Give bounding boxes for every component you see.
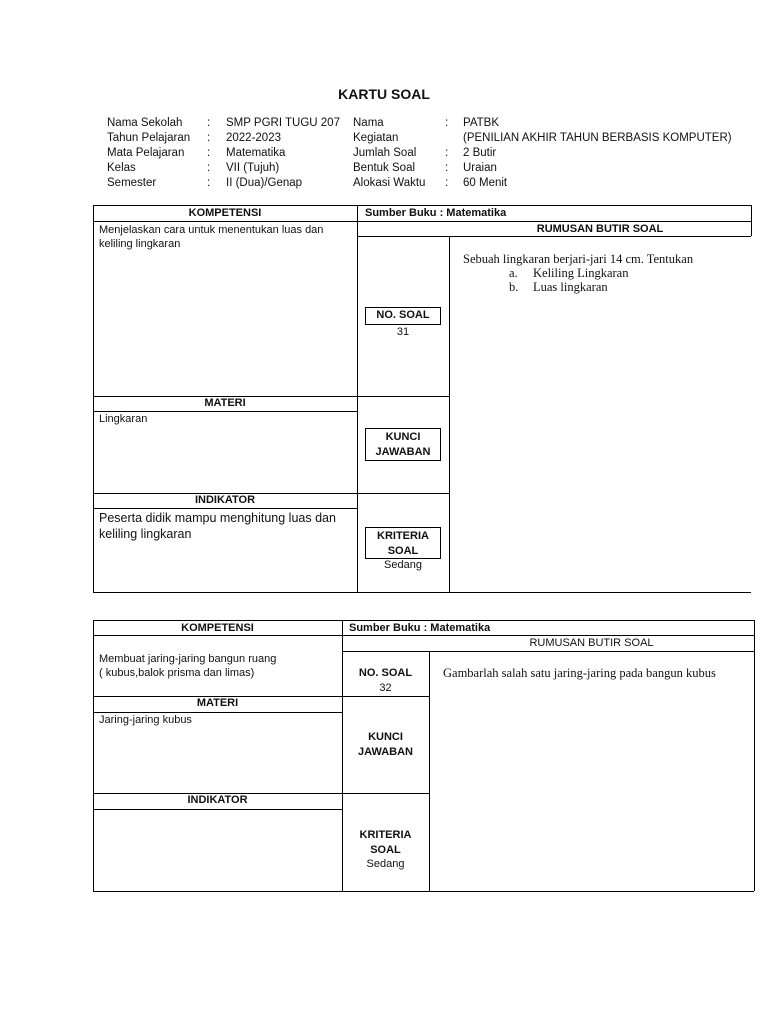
kompetensi-header: KOMPETENSI <box>181 622 254 634</box>
rumusan-header: RUMUSAN BUTIR SOAL <box>536 223 664 235</box>
header-colon: : <box>445 117 449 129</box>
header-label-jumlah-soal: Jumlah Soal <box>353 147 417 159</box>
indikator-header: INDIKATOR <box>194 494 256 506</box>
card-divider <box>93 221 357 222</box>
sumber-buku: Sumber Buku : Matematika <box>349 622 491 634</box>
option-text: Luas lingkaran <box>533 280 608 294</box>
kunci-jawaban-label <box>342 730 429 760</box>
kompetensi-text: ( kubus,balok prisma dan limas) <box>99 667 255 679</box>
header-colon: : <box>207 162 211 174</box>
header-label-kegiatan: Kegiatan <box>353 132 399 144</box>
kompetensi-text: Membuat jaring-jaring bangun ruang <box>99 653 277 665</box>
card-divider <box>449 236 450 592</box>
header-colon: : <box>207 147 211 159</box>
kunci-label-line: JAWABAN <box>375 446 431 458</box>
kunci-label-line: JAWABAN <box>357 746 413 758</box>
header-label-bentuk-soal: Bentuk Soal <box>353 162 416 174</box>
kriteria-label-line: KRITERIA <box>377 530 429 542</box>
kompetensi-header: KOMPETENSI <box>188 207 262 219</box>
kriteria-label-line: KRITERIA <box>359 829 412 841</box>
card-border <box>93 592 751 593</box>
card-border <box>754 620 755 891</box>
materi-header: MATERI <box>196 697 239 709</box>
card-divider <box>93 508 357 509</box>
header-value-kelas: VII (Tujuh) <box>226 162 280 174</box>
header-value-jumlah-soal: 2 Butir <box>463 147 497 159</box>
header-colon: : <box>207 132 211 144</box>
card-divider <box>357 205 358 592</box>
no-soal-value: 32 <box>379 682 392 694</box>
header-label-tahun-pelajaran: Tahun Pelajaran <box>107 132 191 144</box>
kriteria-label-line: SOAL <box>370 844 401 856</box>
no-soal-value: 31 <box>396 326 410 338</box>
card-border <box>93 620 754 621</box>
kriteria-soal-label <box>342 828 429 858</box>
materi-text: Lingkaran <box>99 413 148 425</box>
card-border <box>93 891 754 892</box>
kunci-label-line: KUNCI <box>368 731 403 743</box>
header-label-semester: Semester <box>107 177 157 189</box>
option-letter: b. <box>509 280 519 294</box>
card-divider <box>93 635 754 636</box>
materi-header: MATERI <box>204 397 246 409</box>
header-value-semester: II (Dua)/Genap <box>226 177 303 189</box>
sumber-buku: Sumber Buku : Matematika <box>365 207 507 219</box>
header-value-bentuk-soal: Uraian <box>463 162 497 174</box>
header-colon: : <box>207 117 211 129</box>
no-soal-label: NO. SOAL <box>358 667 413 679</box>
card-divider <box>429 651 430 891</box>
header-colon: : <box>445 177 449 189</box>
kunci-label-line: KUNCI <box>385 431 421 443</box>
kriteria-value: Sedang <box>366 858 405 870</box>
option-letter: a. <box>509 266 518 280</box>
card-border <box>93 620 94 891</box>
kriteria-value: Sedang <box>384 559 422 571</box>
card-divider <box>357 221 751 222</box>
page-title: KARTU SOAL <box>338 86 430 102</box>
materi-text: Jaring-jaring kubus <box>99 714 192 726</box>
kriteria-soal-label <box>365 527 441 559</box>
header-label-alokasi-waktu: Alokasi Waktu <box>353 177 426 189</box>
header-value-alokasi-waktu: 60 Menit <box>463 177 508 189</box>
card-divider <box>357 236 751 237</box>
no-soal-label: NO. SOAL <box>365 307 441 325</box>
header-label-mata-pelajaran: Mata Pelajaran <box>107 147 185 159</box>
header-value-nama: PATBK <box>463 117 499 129</box>
header-colon: : <box>207 177 211 189</box>
header-colon: : <box>445 162 449 174</box>
header-label-kelas: Kelas <box>107 162 136 174</box>
rumusan-header: RUMUSAN BUTIR SOAL <box>529 637 654 649</box>
question-text: Sebuah lingkaran berjari-jari 14 cm. Tentukan <box>463 252 694 266</box>
kriteria-label-line: SOAL <box>387 545 419 557</box>
question-text: Gambarlah salah satu jaring-jaring pada bangun kubus <box>443 666 716 680</box>
card-border <box>751 205 752 236</box>
header-value-mata-pelajaran: Matematika <box>226 147 286 159</box>
kunci-jawaban-label <box>365 428 441 461</box>
card-divider <box>342 651 754 652</box>
indikator-header: INDIKATOR <box>187 794 248 806</box>
header-colon: : <box>445 147 449 159</box>
card-divider <box>93 809 342 810</box>
header-label-nama-sekolah: Nama Sekolah <box>107 117 183 129</box>
option-text: Keliling Lingkaran <box>533 266 629 280</box>
indikator-text: Peserta didik mampu menghitung luas dan keliling lingkaran <box>99 511 336 541</box>
card-border <box>93 205 751 206</box>
header-value-kegiatan: (PENILIAN AKHIR TAHUN BERBASIS KOMPUTER) <box>463 132 732 144</box>
header-label-nama: Nama <box>353 117 384 129</box>
kompetensi-text: Menjelaskan cara untuk menentukan luas dan keliling lingkaran <box>99 224 324 250</box>
header-value-tahun-pelajaran: 2022-2023 <box>226 132 281 144</box>
header-value-nama-sekolah: SMP PGRI TUGU 207 <box>226 117 340 129</box>
